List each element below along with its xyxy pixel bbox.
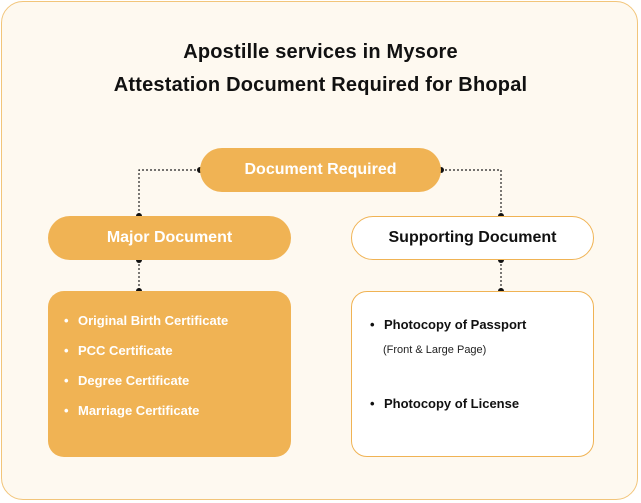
major-document-node: Major Document xyxy=(48,216,291,260)
title-line-1: Apostille services in Mysore xyxy=(183,41,458,63)
list-item-label: Photocopy of Passport xyxy=(384,317,527,332)
list-item xyxy=(64,403,199,418)
list-item-label: Marriage Certificate xyxy=(78,403,200,418)
list-item-label: PCC Certificate xyxy=(78,343,173,358)
list-item xyxy=(64,343,173,358)
list-item-label: Original Birth Certificate xyxy=(78,313,229,328)
list-item xyxy=(64,313,228,328)
bullet-icon: • xyxy=(64,373,69,388)
document-required-node: Document Required xyxy=(200,148,441,192)
list-item xyxy=(370,396,519,411)
bullet-icon: • xyxy=(370,317,375,332)
bullet-icon: • xyxy=(64,403,69,418)
bullet-icon: • xyxy=(64,343,69,358)
title-line-2: Attestation Document Required for Bhopal xyxy=(113,74,528,96)
supporting-document-node: Supporting Document xyxy=(351,216,594,260)
major-document-list-box xyxy=(48,291,291,457)
list-item-label: Degree Certificate xyxy=(78,373,190,388)
list-item xyxy=(370,317,526,332)
bullet-icon: • xyxy=(370,396,375,411)
supporting-document-list-box xyxy=(351,291,594,457)
list-item-label: Photocopy of License xyxy=(384,396,520,411)
passport-note: (Front & Large Page) xyxy=(383,344,487,356)
bullet-icon: • xyxy=(64,313,69,328)
list-item xyxy=(64,373,189,388)
